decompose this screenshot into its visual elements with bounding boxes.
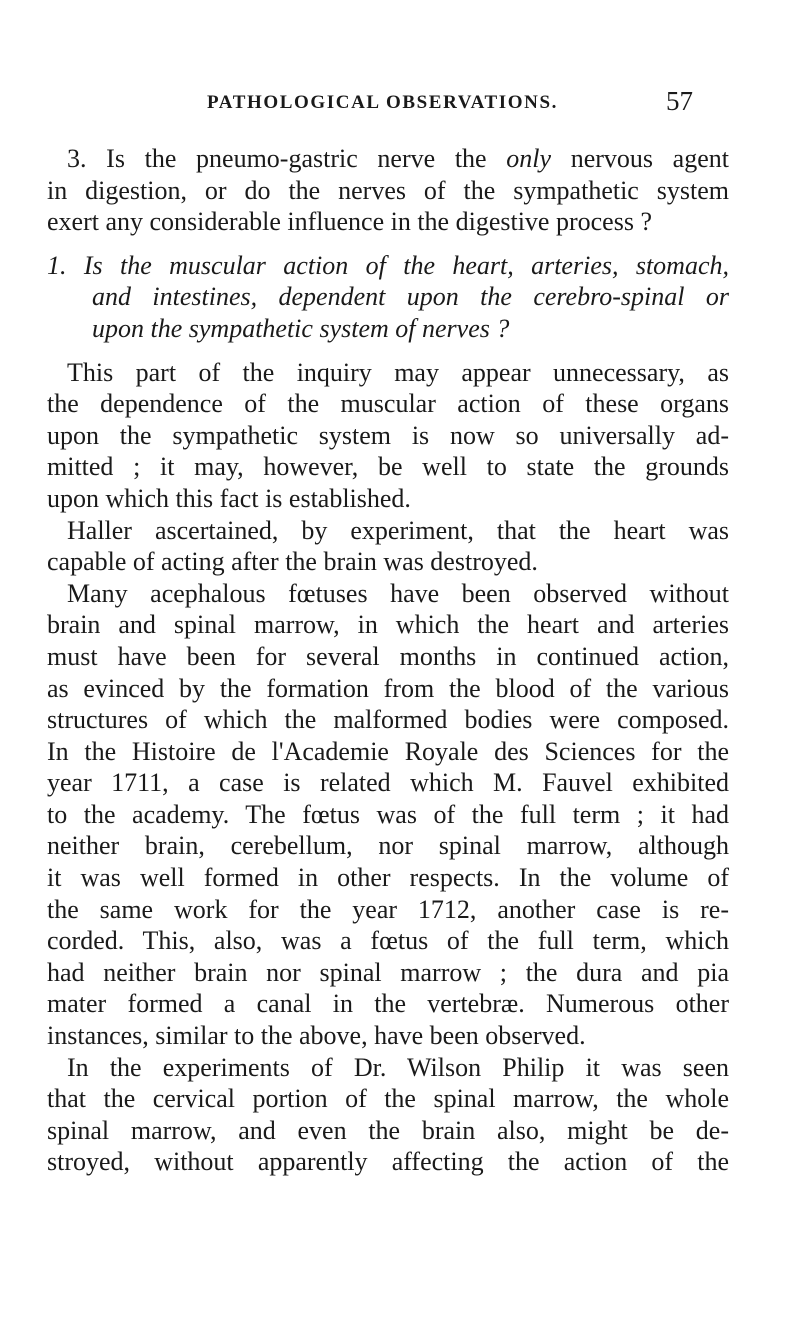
emphasis: only <box>506 144 552 173</box>
text-line: In the Histoire de l'Academie Royale des Sciences for the <box>47 736 729 766</box>
text-line: Haller ascertained, by experiment, that the heart was <box>67 515 729 545</box>
text-line: In the experiments of Dr. Wilson Philip it was seen <box>67 1052 729 1082</box>
page-body <box>47 143 729 1178</box>
question-1 <box>47 250 729 345</box>
text-line: the same work for the year 1712, another case is re- <box>47 894 729 924</box>
text-line: in digestion, or do the nerves of the sympathetic system <box>47 175 729 205</box>
running-head: PATHOLOGICAL OBSERVATIONS. <box>207 92 558 113</box>
text-line: 1. Is the muscular action of the heart, arteries, stomach, <box>47 250 729 280</box>
text-line: the dependence of the muscular action of these organs <box>47 389 729 419</box>
text-line: brain and spinal marrow, in which the heart and arteries <box>47 610 729 640</box>
text-line: had neither brain nor spinal marrow ; the dura and pia <box>47 957 729 987</box>
text-line: upon the sympathetic system of nerves ? <box>92 313 510 343</box>
paragraph-3 <box>47 578 729 1052</box>
text-line: stroyed, without apparently affecting the action of the <box>47 1147 729 1177</box>
text-line: structures of which the malformed bodies were composed. <box>47 705 729 735</box>
text-line: mitted ; it may, however, be well to state the grounds <box>47 452 729 482</box>
text-line: corded. This, also, was a fœtus of the full term, which <box>47 926 729 956</box>
text-line: 3. Is the pneumo-gastric nerve the only nervous agent <box>67 144 729 173</box>
page-number: 57 <box>666 86 693 116</box>
paragraph-2 <box>47 515 729 578</box>
text-line: as evinced by the formation from the blood of the various <box>47 673 729 703</box>
text-line: that the cervical portion of the spinal marrow, the whole <box>47 1084 729 1114</box>
text-line: upon the sympathetic system is now so universally ad- <box>47 420 729 450</box>
text-line: capable of acting after the brain was destroyed. <box>47 547 538 577</box>
text-line: year 1711, a case is related which M. Fauvel exhibited <box>47 768 729 798</box>
page-header <box>0 86 800 120</box>
question-3 <box>47 143 729 238</box>
text-line: neither brain, cerebellum, nor spinal marrow, although <box>47 831 729 861</box>
text-line: and intestines, dependent upon the cerebro-spinal or <box>92 282 729 312</box>
text-line: spinal marrow, and even the brain also, might be de- <box>47 1115 729 1145</box>
text-line: exert any considerable influence in the digestive process ? <box>47 207 652 237</box>
text-line: mater formed a canal in the vertebræ. Numerous other <box>47 989 729 1019</box>
text-line: This part of the inquiry may appear unnecessary, as <box>67 357 729 387</box>
text-line: it was well formed in other respects. In the volume of <box>47 863 729 893</box>
text-line: upon which this fact is established. <box>47 483 411 513</box>
text-line: instances, similar to the above, have been observed. <box>47 1021 586 1051</box>
text-line: Many acephalous fœtuses have been observed without <box>67 578 729 608</box>
paragraph-4 <box>47 1052 729 1178</box>
text-line: must have been for several months in continued action, <box>47 641 729 671</box>
text-line: to the academy. The fœtus was of the full term ; it had <box>47 799 729 829</box>
paragraph-1 <box>47 357 729 515</box>
